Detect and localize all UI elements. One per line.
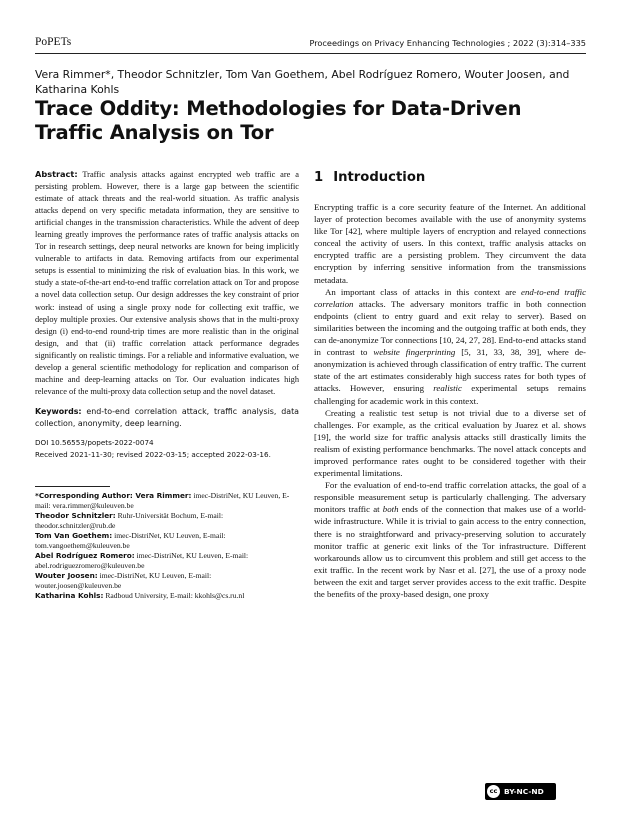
- left-column: [35, 168, 299, 601]
- footnote-author: *Corresponding Author: Vera Rimmer:: [35, 490, 192, 500]
- footnote-affiliation: imec-DistriNet, KU Leuven, E-mail: abel.rodriguezromero@kuleuven.be: [35, 550, 249, 570]
- section-title: Introduction: [333, 170, 426, 185]
- footnote-item: [35, 591, 299, 601]
- publication-info: [35, 437, 299, 461]
- footnote-author: Katharina Kohls:: [35, 590, 104, 600]
- footnote-item: [35, 571, 299, 591]
- cc-license-badge[interactable]: [485, 783, 556, 800]
- section-body: [314, 201, 586, 600]
- received-dates: Received 2021-11-30; revised 2022-03-15; accepted 2022-03-16.: [35, 449, 271, 459]
- right-column: [314, 168, 586, 600]
- footnote-rule: [35, 486, 110, 487]
- section-heading: [314, 170, 586, 185]
- abstract-label: Abstract:: [35, 169, 78, 179]
- emphasis: realistic: [433, 383, 462, 394]
- footnote-author: Abel Rodríguez Romero:: [35, 550, 135, 560]
- proceedings-citation: Proceedings on Privacy Enhancing Technologies ; 2022 (3):314–335: [309, 38, 586, 48]
- footnote-affiliation: imec-DistriNet, KU Leuven, E-mail: wouter.joosen@kuleuven.be: [35, 570, 212, 590]
- paragraph: [314, 479, 586, 600]
- license-text: BY-NC-ND: [504, 787, 544, 796]
- keywords-label: Keywords:: [35, 406, 82, 416]
- text-span: experimental setups remains challenging for academic work in this context.: [314, 383, 586, 406]
- footnote-item: [35, 531, 299, 551]
- author-footnotes: [35, 491, 299, 601]
- author-list: Vera Rimmer*, Theodor Schnitzler, Tom Van Goethem, Abel Rodríguez Romero, Wouter Joosen, and Katharina Kohls: [35, 68, 570, 96]
- journal-short-name: PoPETs: [35, 36, 72, 48]
- footnote-author: Theodor Schnitzler:: [35, 510, 116, 520]
- text-span: [5, 31, 33, 38, 39], where de-anonymization is achieved through classification of entry traffic. The current state of the art estimates considerably high success rates for both types of attacks. However, ensuring: [314, 347, 586, 394]
- emphasis: both: [382, 504, 399, 515]
- keywords-text: end-to-end correlation attack, traffic analysis, data collection, anonymity, deep learning.: [35, 406, 299, 428]
- footnote-item: [35, 511, 299, 531]
- creative-commons-icon: cc: [487, 785, 500, 798]
- text-span: An important class of attacks in this context are: [325, 286, 522, 297]
- header-rule: [35, 53, 586, 54]
- abstract: [35, 168, 299, 398]
- text-span: ends of the connection that makes use of a world-wide infrastructure. While it is trivial to gain access to the entry connection, there is no straightforward and privacy-preserving solution to accurately monitor traffic at generic exit links of the Tor infrastructure. Different workarounds allow us to circumvent this problem and still get access to the exit traffic. In the recent work by Nasr et al. [27], the use of a proxy node between the exit and target server provides access to the exit traffic. Despite the benefits of the proxy-based design, one proxy: [314, 504, 586, 599]
- footnote-author: Tom Van Goethem:: [35, 530, 113, 540]
- footnote-item: [35, 551, 299, 571]
- footnote-affiliation: imec-DistriNet, KU Leuven, E-mail: tom.vangoethem@kuleuven.be: [35, 530, 226, 550]
- paragraph: Creating a realistic test setup is not trivial due to a diverse set of challenges. For example, as the critical evaluation by Juarez et al. shows [19], the world size for traffic analysis attacks still drastically limits the realism of existing performance benchmarks. The novel attack concepts and improved performance rates ought to be considered together with their experimental limitations.: [314, 407, 586, 479]
- footnote-affiliation: Ruhr-Universität Bochum, E-mail: theodor.schnitzler@rub.de: [35, 510, 224, 530]
- abstract-text: Traffic analysis attacks against encrypted web traffic are a persisting problem. However, there is a large gap between the scientific estimate of attack threats and the real-world situation. As traffic analysis attacks depend on very specific metadata information, they are sensitive to artificial changes in the transmission characteristics. While the advent of deep learning greatly improves the performance rates of traffic analysis attacks on Tor in research settings, deep neural networks are known for being implicitly vulnerable to artifacts in data. Removing artifacts from our experimental setups is essential to minimizing the risk of evaluation bias. In this work, we study a state-of-the-art end-to-end traffic correlation attack on Tor and propose a novel data collection setup. Our design addresses the key constraint of prior work: instead of using a single proxy node for collecting exit traffic, we deploy multiple proxies. Our extensive analysis shows that in the multi-proxy design (i) end-to-end round-trip times are more realistic than in the original design, and that (ii) traffic correlation attack performance degrades significantly on realistic timings. For a reliable and informative evaluation, we develop a general scientific methodology for replication and comparison of machine and deep-learning attacks on Tor. Our evaluation indicates high relevance of the multi-proxy data collection setup and the novel dataset.: [35, 170, 299, 396]
- keywords: [35, 406, 299, 430]
- footnote-author: Wouter Joosen:: [35, 570, 98, 580]
- paragraph: [314, 286, 586, 407]
- doi: DOI 10.56553/popets-2022-0074: [35, 437, 154, 447]
- section-number: 1: [314, 170, 324, 185]
- text-span: attacks. The adversary monitors traffic in both connection endpoints (client to entry guard and exit relay to server). Based on similarities between the incoming and the outgoing traffic at both ends, they can de-anonymize Tor connections [10, 24, 27, 28]. End-to-end attacks stand in contrast to: [314, 298, 586, 358]
- emphasis: website fingerprinting: [373, 347, 456, 358]
- footnote-affiliation: Radboud University, E-mail: kkohls@cs.ru.nl: [105, 590, 245, 600]
- emphasis: end-to-end traffic correlation: [314, 286, 586, 309]
- paper-title: Trace Oddity: Methodologies for Data-Driven Traffic Analysis on Tor: [35, 97, 522, 144]
- text-span: For the evaluation of end-to-end traffic correlation attacks, the goal of a responsible measurement setup is particularly challenging. The adversary monitors traffic at: [314, 480, 586, 515]
- footnote-affiliation: imec-DistriNet, KU Leuven, E-mail: vera.rimmer@kuleuven.be: [35, 490, 290, 510]
- paragraph: Encrypting traffic is a core security feature of the Internet. An additional layer of protection becomes available with the use of anonymity systems like Tor [42], where multiple layers of encryption and relayed connections conceal the activity of users. In this context, traffic analysis attacks on encrypted traffic are a persisting problem. They circumvent the data encryption by inferring sensitive information from the transmissions metadata.: [314, 202, 586, 285]
- footnote-item: [35, 491, 299, 511]
